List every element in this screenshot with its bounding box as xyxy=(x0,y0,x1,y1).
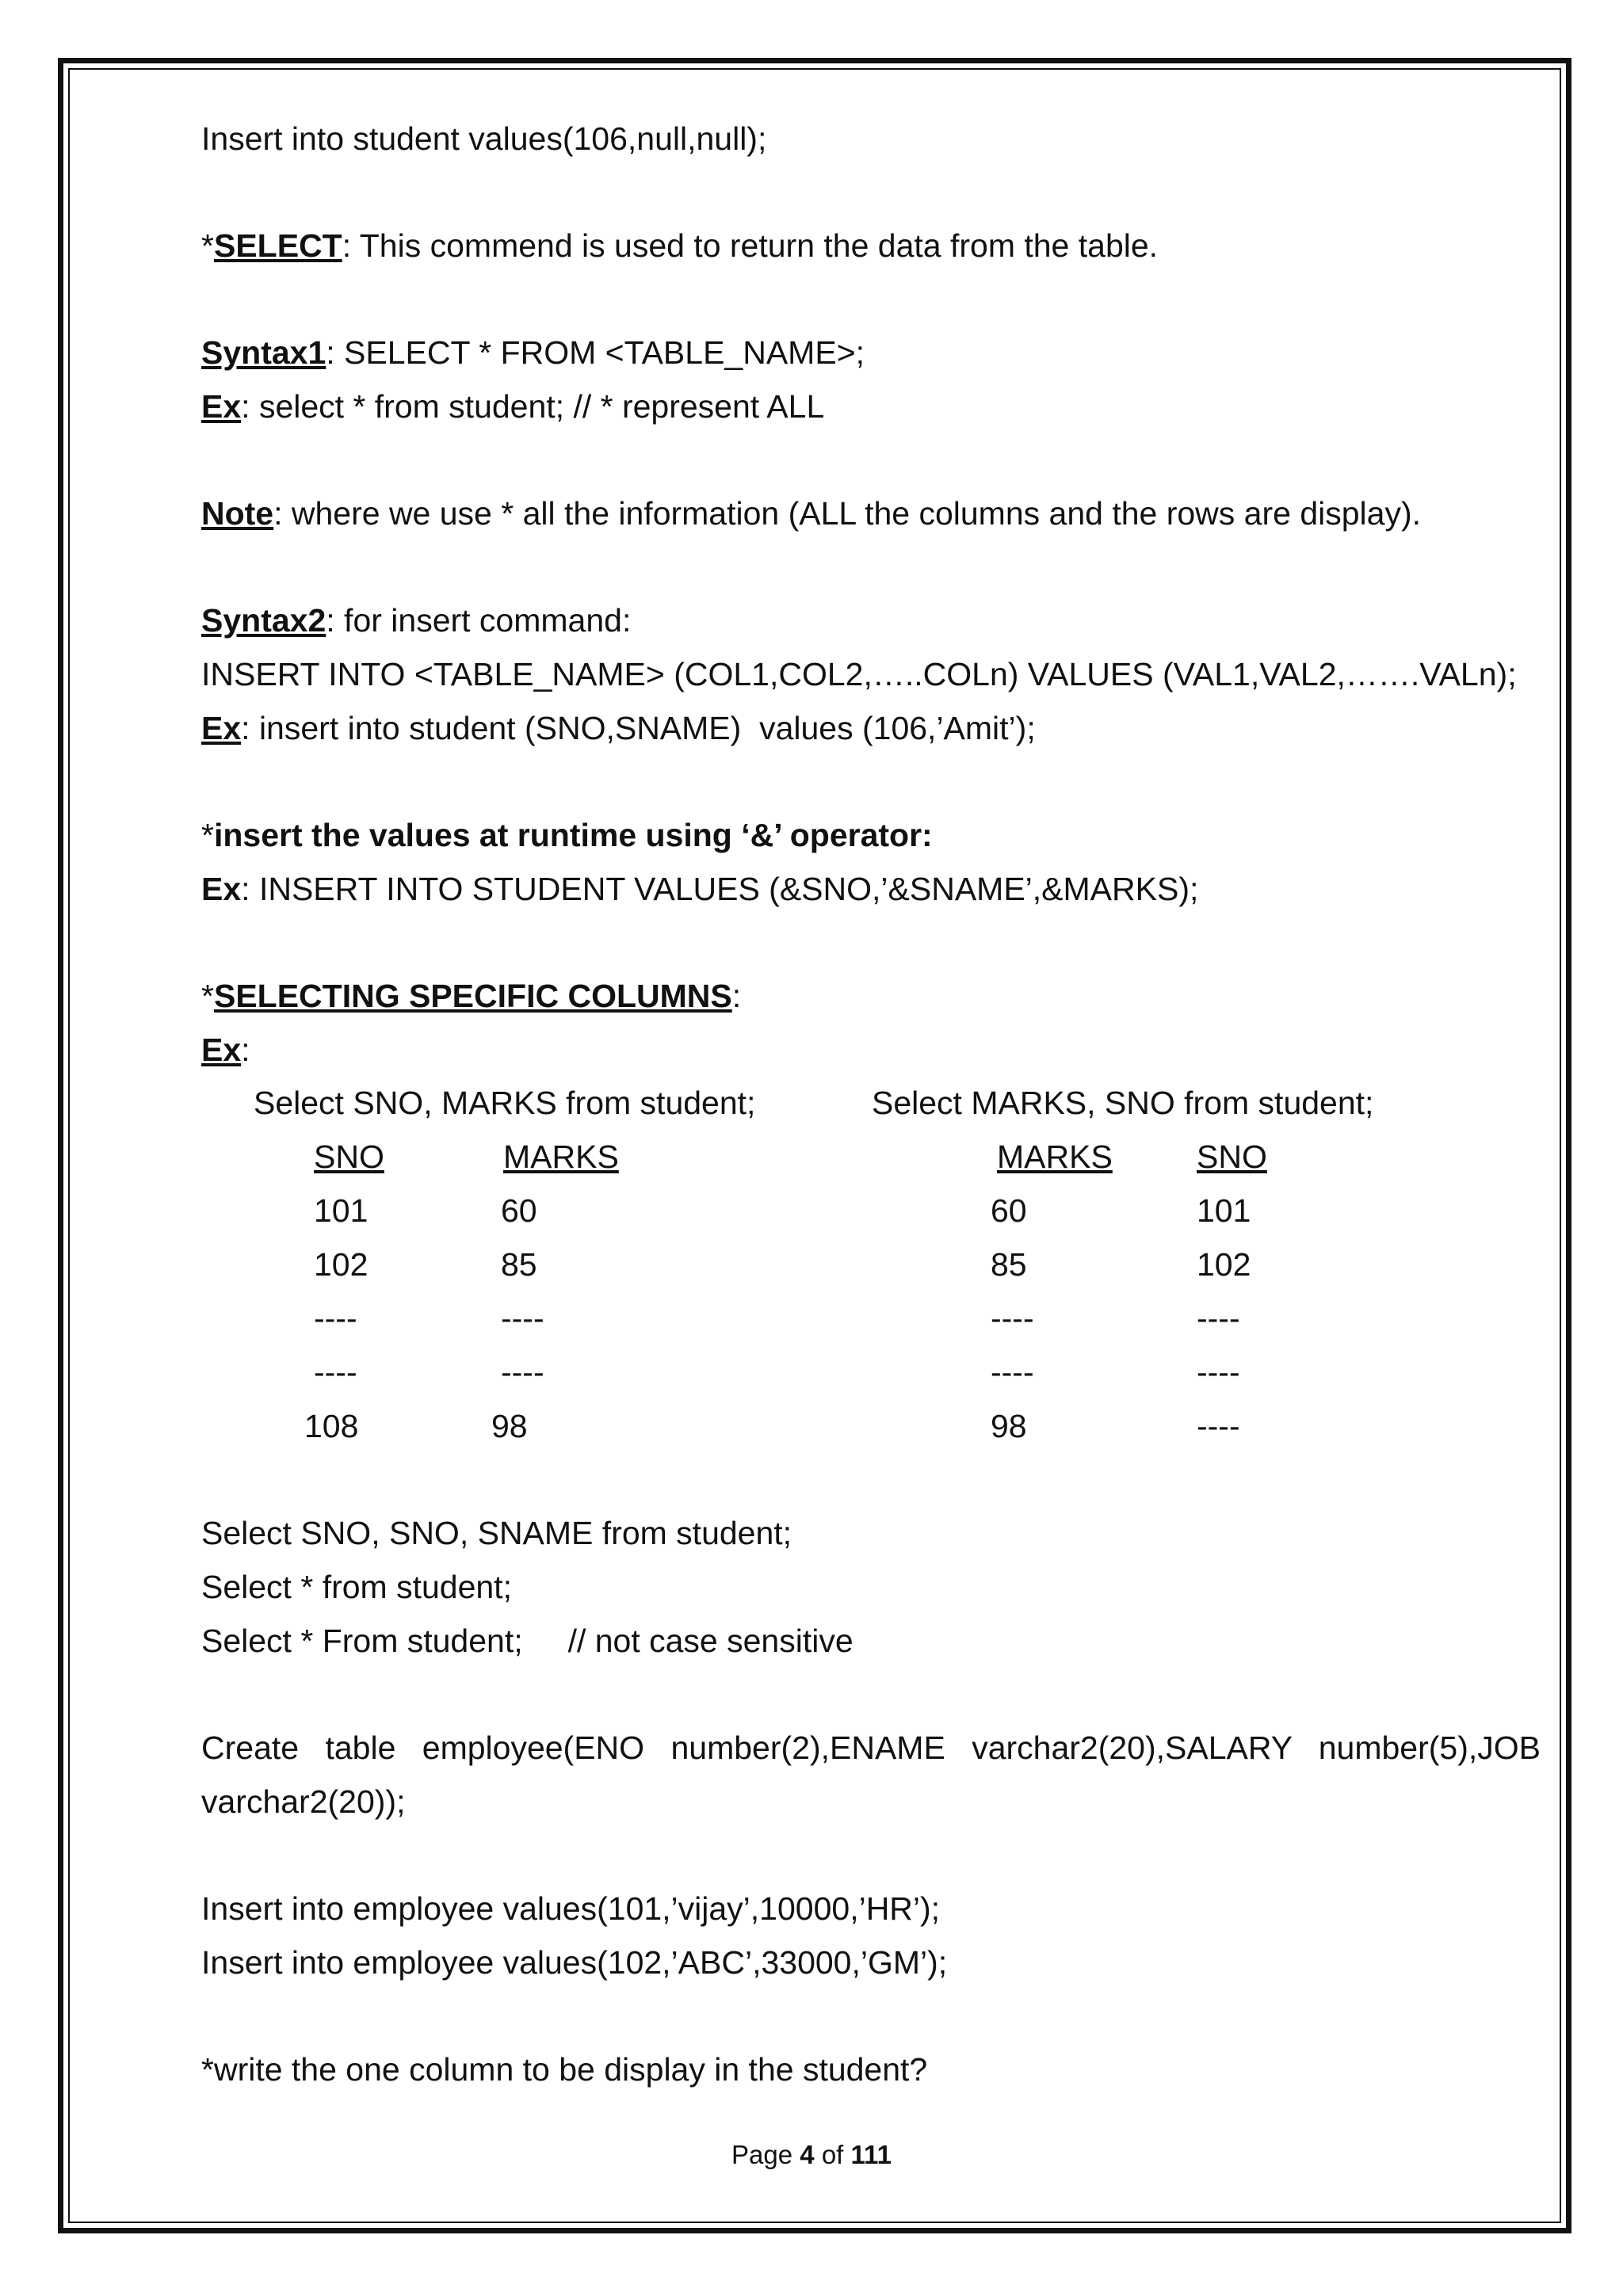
table1-cell: 60 xyxy=(501,1192,537,1229)
select-star-lower: Select * from student; xyxy=(201,1569,512,1605)
create-table-employee: Create table employee(ENO number(2),ENAME varchar2(20),SALARY number(5),JOB varchar2(20)); xyxy=(201,1730,1541,1820)
syntax1-label: Syntax1 xyxy=(201,334,327,371)
table2-cell: 101 xyxy=(1197,1192,1251,1229)
note-label: Note xyxy=(201,495,274,532)
query-sno-marks: Select SNO, MARKS from student; xyxy=(254,1085,756,1121)
table2-cell: ---- xyxy=(991,1354,1034,1390)
table1-cell: 101 xyxy=(314,1192,369,1229)
table2-cell: 60 xyxy=(991,1192,1027,1229)
page-number: 4 xyxy=(800,2140,815,2169)
specific-columns-heading: *SELECTING SPECIFIC COLUMNS: xyxy=(201,978,742,1014)
example1-line: Ex: select * from student; // * represent ALL xyxy=(201,388,825,425)
select-star-mixed-case: Select * From student; // not case sensitive xyxy=(201,1623,854,1659)
page-footer: Page 4 of 111 xyxy=(731,2140,892,2169)
ex-label: Ex xyxy=(201,871,242,907)
syntax1-line: Syntax1: SELECT * FROM <TABLE_NAME>; xyxy=(201,334,865,371)
table1-cell: 85 xyxy=(501,1246,537,1283)
syntax2-label: Syntax2 xyxy=(201,602,327,639)
syntax2-line: Syntax2: for insert command: xyxy=(201,602,632,639)
insert-syntax-line: INSERT INTO <TABLE_NAME> (COL1,COL2,…..COLn) VALUES (VAL1,VAL2,…….VALn); xyxy=(201,656,1517,692)
table2-cell: 85 xyxy=(991,1246,1027,1283)
table2-cell: ---- xyxy=(1197,1354,1240,1390)
insert-employee-1: Insert into employee values(101,’vijay’,10000,’HR’); xyxy=(201,1890,941,1927)
table1-cell: ---- xyxy=(501,1300,544,1337)
table2-header-marks: MARKS xyxy=(997,1138,1113,1175)
question-line: *write the one column to be display in the student? xyxy=(201,2051,928,2088)
table1-cell: 102 xyxy=(314,1246,369,1283)
example2-line: Ex: insert into student (SNO,SNAME) values (106,’Amit’); xyxy=(201,710,1036,746)
insert-employee-2: Insert into employee values(102,’ABC’,33000,’GM’); xyxy=(201,1944,948,1981)
table1-header-sno: SNO xyxy=(314,1138,384,1175)
table1-header-marks: MARKS xyxy=(503,1138,619,1175)
table2-cell: ---- xyxy=(991,1300,1034,1337)
table2-header-sno: SNO xyxy=(1197,1138,1267,1175)
query-marks-sno: Select MARKS, SNO from student; xyxy=(872,1085,1374,1121)
select-keyword: SELECT xyxy=(213,227,342,264)
insert-null-line: Insert into student values(106,null,null); xyxy=(201,120,767,157)
select-sno-sno-sname: Select SNO, SNO, SNAME from student; xyxy=(201,1515,792,1551)
runtime-heading: *insert the values at runtime using ‘&’ operator: xyxy=(201,817,933,853)
note-line: Note: where we use * all the information (ALL the columns and the rows are display). xyxy=(201,495,1421,532)
table1-cell: ---- xyxy=(314,1300,357,1337)
ex-label: Ex xyxy=(201,710,242,746)
ex-label: Ex xyxy=(201,388,242,425)
select-definition: *SELECT: This commend is used to return the data from the table. xyxy=(201,227,1159,264)
table2-cell: ---- xyxy=(1197,1408,1240,1444)
ex-label: Ex xyxy=(201,1032,242,1068)
table1-cell: 98 xyxy=(491,1408,528,1444)
table1-cell: 108 xyxy=(304,1408,359,1444)
table2-cell: ---- xyxy=(1197,1300,1240,1337)
page-total: 111 xyxy=(850,2140,892,2169)
table2-cell: 102 xyxy=(1197,1246,1251,1283)
example3-line: Ex: INSERT INTO STUDENT VALUES (&SNO,’&SNAME’,&MARKS); xyxy=(201,871,1199,907)
table2-cell: 98 xyxy=(991,1408,1027,1444)
table1-cell: ---- xyxy=(314,1354,357,1390)
example4-line: Ex: xyxy=(201,1032,250,1068)
table1-cell: ---- xyxy=(501,1354,544,1390)
